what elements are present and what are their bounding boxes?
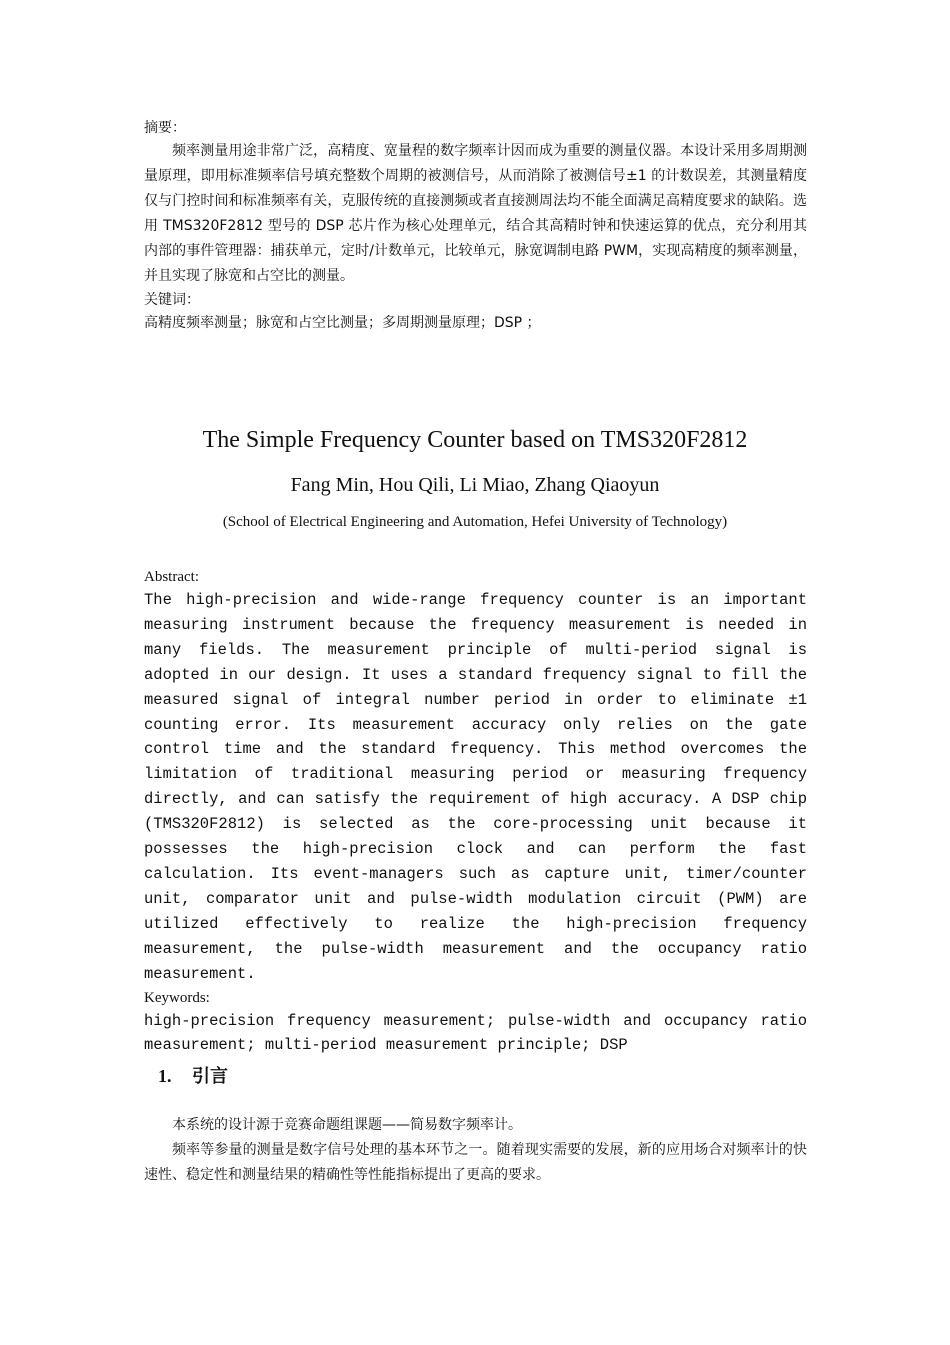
en-abstract-text: The high-precision and wide-range frequency counter is an important measuring instrument because the frequency measurement is needed in many fields. The measurement principle of multi-period signal is adopted in our design. It uses a standard frequency signal to fill the measured signal of integral number period in order to eliminate ±1 counting error. Its measurement accuracy only relies on the gate control time and the standard frequency. This method overcomes the limitation of traditional measuring period or measuring frequency directly, and can satisfy the requirement of high accuracy. A DSP chip (TMS320F2812) is selected as the core-processing unit because it possesses the high-precision clock and can perform the fast calculation. Its event-managers such as capture unit, timer/counter unit, comparator unit and pulse-width modulation circuit (PWM) are utilized effectively to realize the high-precision frequency measurement, the pulse-width measurement and the occupancy ratio measurement. xyxy=(144,591,807,983)
affiliation: (School of Electrical Engineering and Automation, Hefei University of Technology) xyxy=(222,514,728,530)
section-title: 引言 xyxy=(192,1066,228,1087)
paper-title: The Simple Frequency Counter based on TMS320F2812 xyxy=(202,427,748,453)
cn-keywords-label: 关键词： xyxy=(144,292,200,308)
cn-keywords: 高精度频率测量；脉宽和占空比测量；多周期测量原理；DSP ； xyxy=(144,315,541,331)
intro-paragraph: 本系统的设计源于竞赛命题组课题——简易数字频率计。 xyxy=(172,1117,522,1133)
author-list: Fang Min, Hou Qili, Li Miao, Zhang Qiaoyun xyxy=(290,474,660,496)
cn-abstract-label: 摘要： xyxy=(144,120,186,136)
title-block xyxy=(0,423,950,533)
section-body xyxy=(144,1113,807,1188)
en-abstract-label: Abstract: xyxy=(144,569,199,585)
en-keywords-label: Keywords: xyxy=(144,989,210,1006)
intro-paragraph: 频率等参量的测量是数字信号处理的基本环节之一。随着现实需要的发展，新的应用场合对频率计的快速性、稳定性和测量结果的精确性等性能指标提出了更高的要求。 xyxy=(144,1142,807,1183)
section-number: 1. xyxy=(158,1066,172,1086)
english-abstract-block xyxy=(144,566,807,1058)
section-heading xyxy=(158,1064,228,1089)
chinese-abstract-block xyxy=(144,117,807,336)
en-keywords: high-precision frequency measurement; pulse-width and occupancy ratio measurement; multi-period measurement principle; DSP xyxy=(144,1011,807,1055)
cn-abstract-text: 频率测量用途非常广泛，高精度、宽量程的数字频率计因而成为重要的测量仪器。本设计采用多周期测量原理，即用标准频率信号填充整数个周期的被测信号，从而消除了被测信号±1 的计数误差，其测量精度仅与门控时间和标准频率有关，克服传统的直接测频或者直接测周法均不能全面满足高精度要求的缺陷。选用 TMS320F2812 型号的 DSP 芯片作为核心处理单元，结合其高精时钟和快速运算的优点，充分利用其内部的事件管理器：捕获单元，定时/计数单元，比较单元，脉宽调制电路 PWM，实现高精度的频率测量，并且实现了脉宽和占空比的测量。 xyxy=(144,143,807,284)
